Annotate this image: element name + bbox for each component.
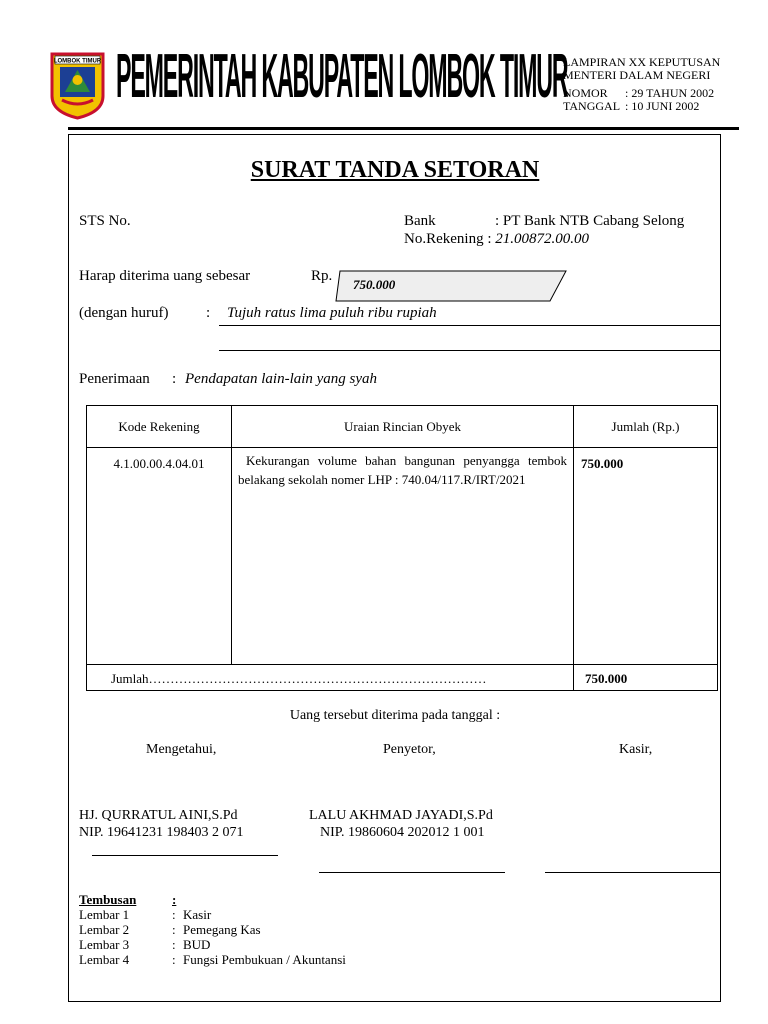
mengetahui-label: Mengetahui, (146, 742, 217, 757)
government-name: PEMERINTAH KABUPATEN LOMBOK TIMUR (116, 42, 568, 112)
penerimaan-colon: : (172, 371, 177, 387)
rekening-row (404, 231, 589, 248)
huruf-underline-2 (219, 350, 720, 351)
tembusan-colon: : (172, 892, 177, 907)
tanggal-label: TANGGAL (563, 99, 621, 113)
lampiran-line2: MENTERI DALAM NEGERI (563, 68, 711, 82)
bank-value: : PT Bank NTB Cabang Selong (495, 213, 685, 229)
signature-line-2 (319, 872, 505, 873)
received-date-text: Uang tersebut diterima pada tanggal : (289, 708, 501, 723)
document-title: SURAT TANDA SETORAN (250, 157, 540, 183)
signer2-nip: NIP. 19860604 202012 1 001 (320, 825, 485, 840)
rekening-value: 21.00872.00.00 (495, 231, 589, 247)
signature-line-1 (92, 855, 278, 856)
header-kode: Kode Rekening (87, 406, 232, 448)
header-jumlah: Jumlah (Rp.) (574, 406, 718, 448)
signer1-name: HJ. QURRATUL AINI,S.Pd (79, 808, 238, 823)
tembusan-title-row (79, 892, 176, 907)
header-uraian: Uraian Rincian Obyek (232, 406, 574, 448)
table-header-row (87, 406, 718, 448)
sts-label: STS No. (79, 213, 131, 229)
row-jumlah: 750.000 (574, 448, 718, 665)
header-divider (68, 127, 739, 130)
rekening-label: No.Rekening : (404, 231, 492, 247)
row-uraian: Kekurangan volume bahan bangunan penyangga tembok belakang sekolah nomer LHP : 740.04/117.R/IRT/2021 (232, 448, 574, 665)
amount-value: 750.000 (353, 277, 396, 292)
rp-label: Rp. (311, 268, 333, 284)
total-value: 750.000 (574, 665, 718, 691)
table-row (87, 448, 718, 665)
row-kode: 4.1.00.00.4.04.01 (87, 448, 232, 665)
penyetor-label: Penyetor, (383, 742, 436, 757)
signer2-name: LALU AKHMAD JAYADI,S.Pd (309, 808, 493, 823)
tembusan-title: Tembusan (79, 892, 137, 907)
bank-label: Bank (404, 213, 436, 229)
object-table (86, 405, 718, 691)
huruf-value: Tujuh ratus lima puluh ribu rupiah (227, 305, 437, 321)
lombok-timur-logo (50, 52, 105, 120)
harap-label: Harap diterima uang sebesar (79, 268, 251, 284)
signer1-nip: NIP. 19641231 198403 2 071 (79, 825, 244, 840)
huruf-underline-1 (219, 325, 720, 326)
tembusan-list (79, 907, 346, 967)
lampiran-block (563, 56, 720, 113)
tanggal-line (563, 100, 720, 113)
penerimaan-value: Pendapatan lain-lain yang syah (185, 371, 378, 387)
total-label: Jumlah…………………………………………………………………… (87, 665, 574, 691)
kasir-label: Kasir, (619, 742, 653, 757)
list-item: Lembar 1 : Kasir (79, 907, 212, 922)
huruf-label: (dengan huruf) (79, 305, 169, 321)
list-item: Lembar 3 : BUD (79, 937, 211, 952)
nomor-value: : 29 TAHUN 2002 (625, 86, 715, 100)
list-item: Lembar 4 : Fungsi Pembukuan / Akuntansi (79, 952, 346, 967)
list-item: Lembar 2 : Pemegang Kas (79, 922, 261, 937)
total-row (87, 665, 718, 691)
nomor-label: NOMOR (563, 86, 608, 100)
huruf-colon: : (206, 305, 211, 321)
penerimaan-label: Penerimaan (79, 371, 150, 387)
signature-line-3 (545, 872, 721, 873)
lampiran-line1: LAMPIRAN XX KEPUTUSAN (563, 55, 721, 69)
tanggal-value: : 10 JUNI 2002 (625, 99, 700, 113)
svg-text:LOMBOK TIMUR: LOMBOK TIMUR (53, 58, 102, 65)
